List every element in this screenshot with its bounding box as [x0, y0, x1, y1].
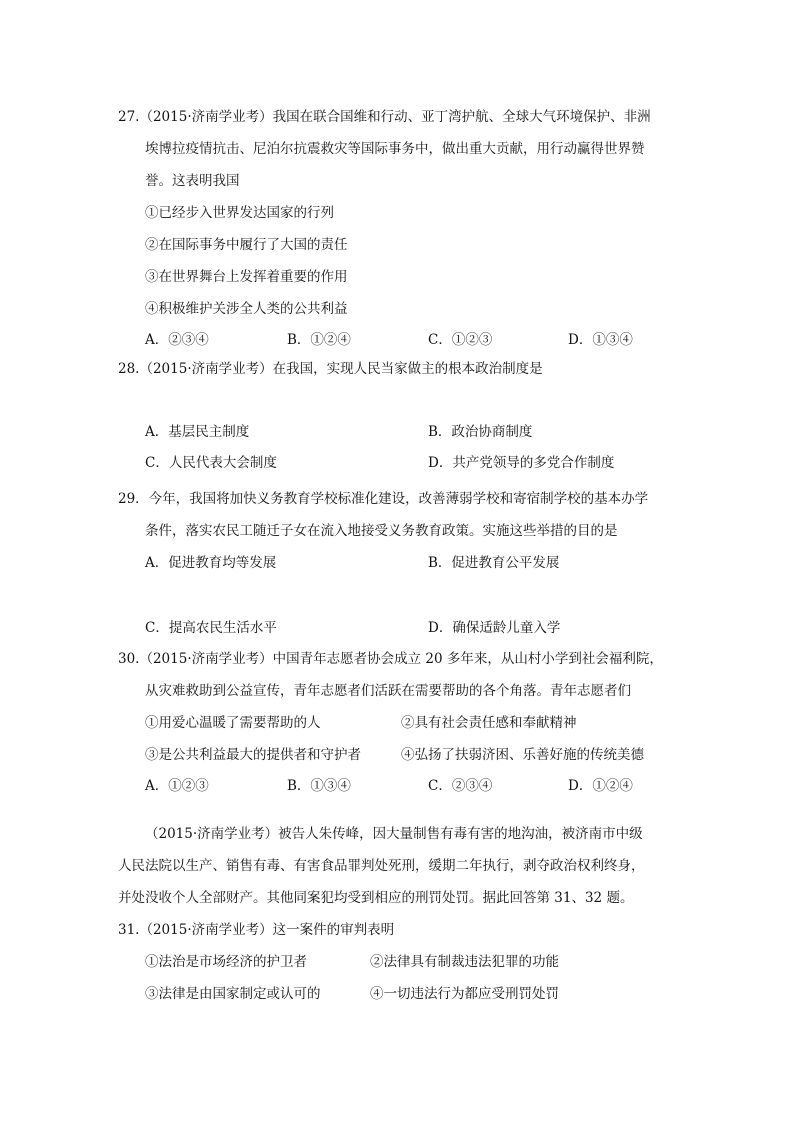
- q31-stem-line1: 31.（2015·济南学业考）这一案件的审判表明: [118, 922, 395, 938]
- q29-stem-line2: 条件，落实农民工随迁子女在流入地接受义务教育政策。实施这些举措的目的是: [145, 523, 618, 539]
- q27-stem-line3: 誉。这表明我国: [145, 173, 240, 189]
- q29-option-d: D．确保适龄儿童入学: [428, 620, 561, 636]
- q29-option-c: C．提高农民生活水平: [145, 620, 277, 636]
- q27-stem-line1: 27.（2015·济南学业考）我国在联合国维和行动、亚丁湾护航、全球大气环境保护、非洲: [118, 109, 651, 125]
- q27-item-2: ②在国际事务中履行了大国的责任: [145, 237, 348, 253]
- q27-item-1: ①已经步入世界发达国家的行列: [145, 205, 334, 221]
- q30-item-3: ③是公共利益最大的提供者和守护者: [145, 747, 361, 763]
- passage-line1: （2015·济南学业考）被告人朱传峰，因大量制售有毒有害的地沟油，被济南市中级: [145, 826, 643, 842]
- q28-option-d: D．共产党领导的多党合作制度: [428, 455, 615, 471]
- q27-item-4: ④积极维护关涉全人类的公共利益: [145, 301, 348, 317]
- q30-option-a: A．①②③: [145, 778, 209, 794]
- q30-option-c: C．②③④: [428, 778, 493, 794]
- q30-item-2: ②具有社会责任感和奉献精神: [401, 715, 577, 731]
- q31-item-4: ④一切违法行为都应受刑罚处罚: [370, 986, 559, 1002]
- q28-option-a: A．基层民主制度: [145, 424, 250, 440]
- q31-item-2: ②法律具有制裁违法犯罪的功能: [370, 954, 559, 970]
- q30-option-d: D．①②④: [568, 778, 633, 794]
- q28-option-c: C．人民代表大会制度: [145, 455, 277, 471]
- q31-item-1: ①法治是市场经济的护卫者: [145, 954, 307, 970]
- q27-stem-line2: 埃博拉疫情抗击、尼泊尔抗震救灾等国际事务中，做出重大贡献，用行动赢得世界赞: [145, 141, 645, 157]
- q27-option-a: A．②③④: [145, 332, 209, 348]
- q28-stem-line1: 28.（2015·济南学业考）在我国，实现人民当家做主的根本政治制度是: [118, 361, 543, 377]
- q31-item-3: ③法律是由国家制定或认可的: [145, 986, 321, 1002]
- q27-item-3: ③在世界舞台上发挥着重要的作用: [145, 269, 348, 285]
- q28-option-b: B．政治协商制度: [428, 424, 533, 440]
- q30-option-b: B．①③④: [287, 778, 351, 794]
- q27-option-d: D．①③④: [568, 332, 633, 348]
- q30-item-1: ①用爱心温暖了需要帮助的人: [145, 715, 321, 731]
- q29-option-b: B．促进教育公平发展: [428, 555, 560, 571]
- q30-stem-line1: 30.（2015·济南学业考）中国青年志愿者协会成立 20 多年来，从山村小学到社会福利院，: [118, 651, 663, 667]
- passage-line2: 人民法院以生产、销售有毒、有害食品罪判处死刑，缓期二年执行，剥夺政治权利终身，: [118, 858, 645, 874]
- q27-option-c: C．①②③: [428, 332, 493, 348]
- q30-item-4: ④弘扬了扶弱济困、乐善好施的传统美德: [401, 747, 644, 763]
- passage-line3: 并处没收个人全部财产。其他同案犯均受到相应的刑罚处罚。据此回答第 31、32 题。: [118, 890, 634, 906]
- q30-stem-line2: 从灾难救助到公益宣传，青年志愿者们活跃在需要帮助的各个角落。青年志愿者们: [145, 683, 631, 699]
- q27-option-b: B．①②④: [287, 332, 351, 348]
- q29-option-a: A．促进教育均等发展: [145, 555, 277, 571]
- q29-stem-line1: 29．今年，我国将加快义务教育学校标准化建设，改善薄弱学校和寄宿制学校的基本办学: [118, 491, 649, 507]
